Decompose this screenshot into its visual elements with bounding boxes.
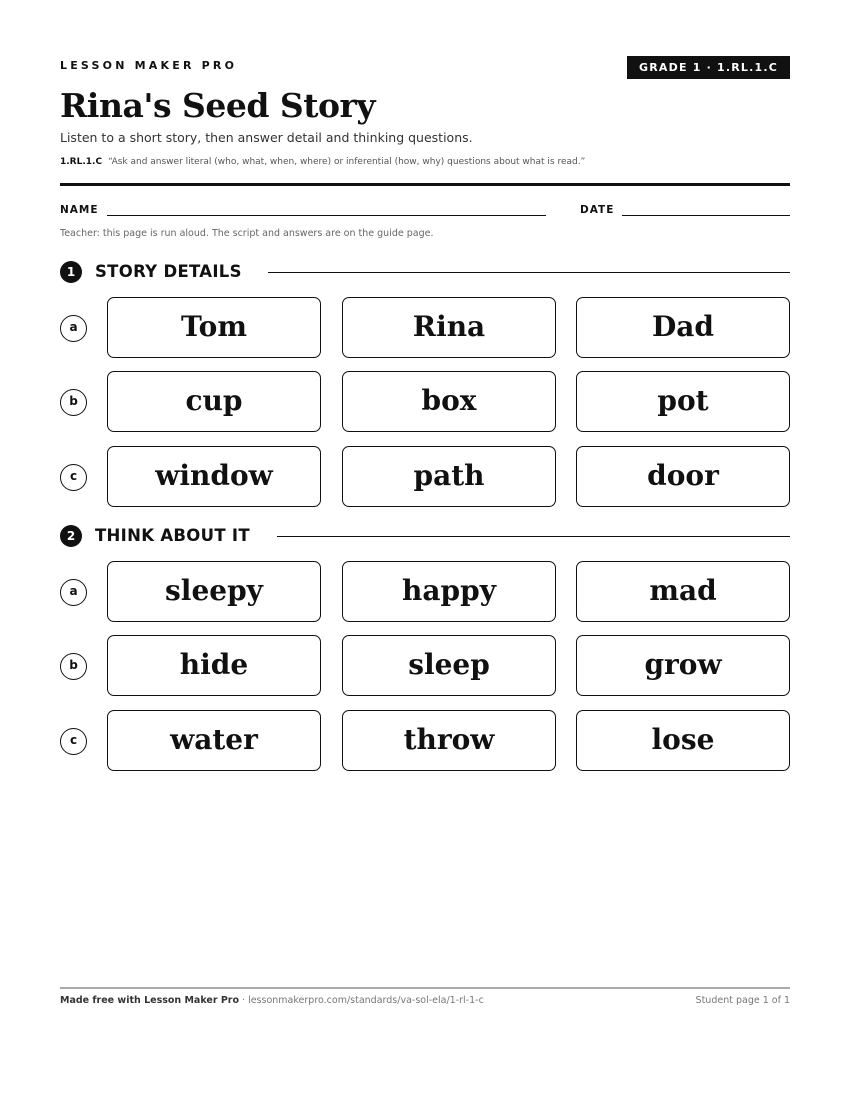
footer-url[interactable]: lessonmakerpro.com/standards/va-sol-ela/1-rl-1-c <box>248 995 484 1006</box>
name-date-row <box>60 204 790 220</box>
answer-choice[interactable]: grow <box>576 635 790 696</box>
footer-page-number: Student page 1 of 1 <box>695 995 790 1006</box>
footer-divider <box>60 987 790 989</box>
grade-badge: GRADE 1 · 1.RL.1.C <box>627 56 790 79</box>
footer-separator: · <box>239 995 249 1006</box>
question-row <box>60 561 790 623</box>
answer-choice[interactable]: hide <box>107 635 321 696</box>
page-subtitle: Listen to a short story, then answer detail and thinking questions. <box>60 130 473 145</box>
section-title: STORY DETAILS <box>95 262 242 281</box>
worksheet-page <box>60 0 790 1100</box>
answer-choice[interactable]: pot <box>576 371 790 432</box>
teacher-note: Teacher: this page is run aloud. The script and answers are on the guide page. <box>60 228 434 239</box>
answer-choice[interactable]: sleep <box>342 635 556 696</box>
answer-choice[interactable]: Tom <box>107 297 321 358</box>
footer <box>60 995 790 1006</box>
page-title: Rina's Seed Story <box>60 86 376 125</box>
answer-choice[interactable]: throw <box>342 710 556 771</box>
answer-choice[interactable]: lose <box>576 710 790 771</box>
question-row <box>60 635 790 697</box>
question-letter: a <box>60 579 87 606</box>
section-title: THINK ABOUT IT <box>95 526 250 545</box>
header-divider <box>60 183 790 186</box>
answer-choice[interactable]: Rina <box>342 297 556 358</box>
answer-choice[interactable]: water <box>107 710 321 771</box>
answer-choice[interactable]: path <box>342 446 556 507</box>
answer-choice[interactable]: window <box>107 446 321 507</box>
section-heading-think-about-it <box>60 524 790 546</box>
header-row <box>60 56 790 79</box>
question-letter: b <box>60 653 87 680</box>
answer-choice[interactable]: Dad <box>576 297 790 358</box>
answer-choice[interactable]: box <box>342 371 556 432</box>
question-row <box>60 371 790 433</box>
section-number-badge: 1 <box>60 261 82 283</box>
question-row <box>60 710 790 772</box>
name-label: NAME <box>60 204 99 216</box>
answer-choice[interactable]: sleepy <box>107 561 321 622</box>
section-number-badge: 2 <box>60 525 82 547</box>
question-letter: a <box>60 315 87 342</box>
standard-line <box>60 157 585 167</box>
section-divider <box>277 536 790 537</box>
answer-choice[interactable]: cup <box>107 371 321 432</box>
answer-choice[interactable]: mad <box>576 561 790 622</box>
brand-name: LESSON MAKER PRO <box>60 59 238 72</box>
date-field[interactable] <box>622 215 790 216</box>
answer-choice[interactable]: happy <box>342 561 556 622</box>
answer-choice[interactable]: door <box>576 446 790 507</box>
question-letter: c <box>60 728 87 755</box>
section-divider <box>268 272 790 273</box>
question-row <box>60 446 790 508</box>
footer-made-with: Made free with Lesson Maker Pro <box>60 995 240 1006</box>
name-field[interactable] <box>107 215 546 216</box>
question-letter: c <box>60 464 87 491</box>
date-label: DATE <box>580 204 615 216</box>
question-row <box>60 297 790 359</box>
section-heading-story-details <box>60 260 790 282</box>
standard-text: “Ask and answer literal (who, what, when, where) or inferential (how, why) questions about what is read.” <box>108 157 586 167</box>
question-letter: b <box>60 389 87 416</box>
standard-code: 1.RL.1.C <box>60 157 103 167</box>
